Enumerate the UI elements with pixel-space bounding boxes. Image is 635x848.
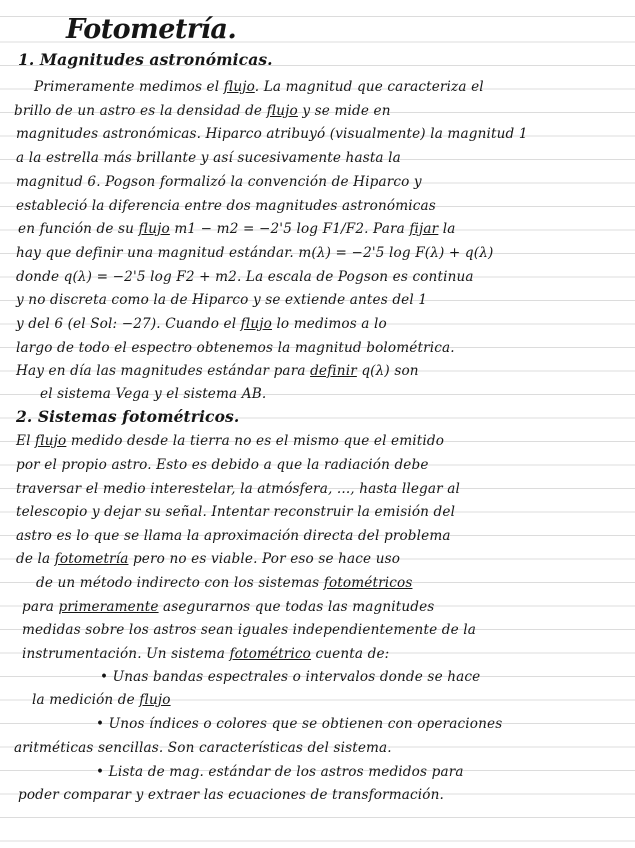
text-span: poder comparar y extraer las ecuaciones de transformación.: [18, 787, 445, 803]
s2-bullet-1: [100, 667, 480, 687]
s2-line-16: [18, 785, 444, 805]
s1-line-10: [16, 290, 427, 310]
text-span: brillo de un astro es la densidad de: [14, 103, 267, 119]
s2-line-7: [36, 573, 412, 593]
text-span: a la estrella más brillante y así sucesivamente hasta la: [16, 150, 401, 166]
text-span: largo de todo el espectro obtenemos la magnitud bolométrica.: [16, 340, 455, 356]
s1-line-4: [16, 148, 401, 168]
text-span: hay que definir una magnitud estándar. m(λ) = −2'5 log F(λ) + q(λ): [16, 245, 494, 261]
text-span: traversar el medio interestelar, la atmósfera, ..., hasta llegar al: [16, 481, 461, 497]
s1-line-11: [16, 314, 387, 334]
text-span: de la: [16, 551, 55, 567]
underlined-word: fotométrico: [229, 646, 312, 662]
text-span: magnitudes astronómicas. Hiparco atribuyó (visualmente) la magnitud 1: [16, 126, 528, 142]
underlined-word: flujo: [240, 316, 272, 332]
text-span: por el propio astro. Esto es debido a que la radiación debe: [16, 457, 429, 473]
section-2-heading: 2. Sistemas fotométricos.: [16, 407, 240, 426]
text-span: en función de su: [18, 221, 139, 237]
s1-line-9: [16, 267, 474, 287]
s1-line-14: [40, 384, 266, 404]
underlined-word: primeramente: [58, 599, 159, 615]
underlined-word: flujo: [35, 433, 67, 449]
text-span: y no discreta como la de Hiparco y se extiende antes del 1: [16, 292, 428, 308]
s2-bullet-3: [96, 762, 464, 782]
text-span: para: [22, 599, 59, 615]
text-span: telescopio y dejar su señal. Intentar reconstruir la emisión del: [16, 504, 456, 520]
text-span: asegurarnos que todas las magnitudes: [158, 599, 435, 615]
text-span: la: [438, 221, 456, 237]
text-span: Primeramente medimos el: [34, 79, 224, 95]
s2-line-2: [16, 455, 429, 475]
underlined-word: flujo: [266, 103, 298, 119]
s1-line-8: [16, 243, 493, 263]
text-span: q(λ) son: [356, 363, 419, 379]
text-span: y se mide en: [297, 103, 391, 119]
text-span: estableció la diferencia entre dos magnitudes astronómicas: [16, 198, 436, 214]
text-span: y del 6 (el Sol: −27). Cuando el: [16, 316, 241, 332]
text-span: cuenta de:: [311, 646, 390, 662]
text-span: pero no es viable. Por eso se hace uso: [128, 551, 401, 567]
text-span: lo medimos a lo: [271, 316, 387, 332]
text-span: . La magnitud que caracteriza el: [254, 79, 484, 95]
s2-line-14: [14, 738, 392, 758]
s2-line-3: [16, 479, 460, 499]
s1-line-1: [34, 77, 484, 97]
underlined-word: definir: [310, 363, 357, 379]
text-span: el sistema Vega y el sistema AB.: [40, 386, 267, 402]
s2-line-10: [22, 644, 389, 664]
page-title: Fotometría.: [66, 14, 237, 45]
s2-line-5: [16, 526, 451, 546]
underlined-word: fijar: [409, 221, 439, 237]
text-span: astro es lo que se llama la aproximación directa del problema: [16, 528, 451, 544]
underlined-word: flujo: [139, 692, 171, 708]
text-span: • Unas bandas espectrales o intervalos donde se hace: [100, 669, 481, 685]
text-span: Hay en día las magnitudes estándar para: [16, 363, 311, 379]
s2-line-6: [16, 549, 400, 569]
s2-line-9: [22, 620, 476, 640]
text-span: El: [16, 433, 36, 449]
s1-line-13: [16, 361, 419, 381]
s2-bullet-2: [96, 714, 502, 734]
s2-line-1: [16, 431, 444, 451]
s1-line-5: [16, 172, 422, 192]
underlined-word: fotométricos: [323, 575, 413, 591]
text-span: medido desde la tierra no es el mismo que el emitido: [66, 433, 445, 449]
s1-line-3: [16, 124, 528, 144]
s1-line-6: [16, 196, 436, 216]
text-span: instrumentación. Un sistema: [22, 646, 230, 662]
text-span: aritméticas sencillas. Son características del sistema.: [14, 740, 392, 756]
s1-line-12: [16, 338, 455, 358]
text-span: donde q(λ) = −2'5 log F2 + m2. La escala de Pogson es continua: [16, 269, 474, 285]
text-span: magnitud 6. Pogson formalizó la convención de Hiparco y: [16, 174, 422, 190]
s2-line-8: [22, 597, 434, 617]
underlined-word: fotometría: [54, 551, 129, 567]
text-span: m1 − m2 = −2'5 log F1/F2. Para: [169, 221, 410, 237]
s1-line-7: [18, 219, 456, 239]
underlined-word: flujo: [138, 221, 170, 237]
s2-line-12: [32, 690, 171, 710]
s2-line-4: [16, 502, 455, 522]
text-span: de un método indirecto con los sistemas: [36, 575, 324, 591]
s1-line-2: [14, 101, 391, 121]
section-1-heading: 1. Magnitudes astronómicas.: [18, 50, 273, 69]
underlined-word: flujo: [223, 79, 255, 95]
text-span: medidas sobre los astros sean iguales independientemente de la: [22, 622, 477, 638]
text-span: la medición de: [32, 692, 140, 708]
text-span: • Unos índices o colores que se obtienen con operaciones: [96, 716, 503, 732]
text-span: • Lista de mag. estándar de los astros medidos para: [96, 764, 464, 780]
